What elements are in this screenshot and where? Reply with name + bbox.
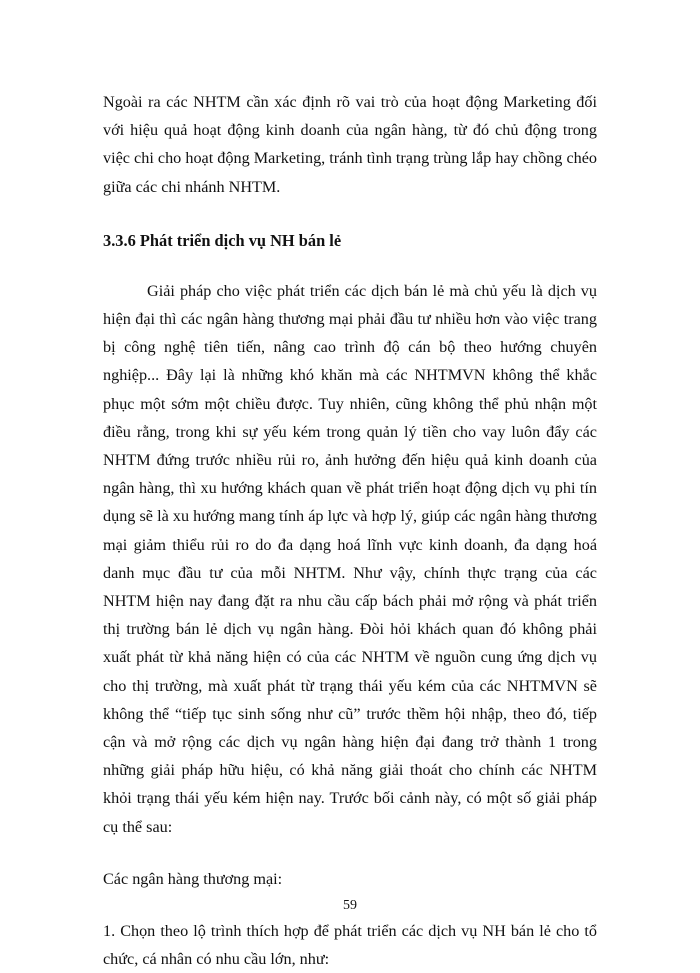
document-body	[103, 88, 597, 973]
paragraph-marketing-role: Ngoài ra các NHTM cần xác định rõ vai trò của hoạt động Marketing đối với hiệu quả hoạt động kinh doanh của ngân hàng, từ đó chủ động trong việc chi cho hoạt động Marketing, tránh tình trạng trùng lắp hay chồng chéo giữa các chi nhánh NHTM.	[103, 93, 597, 196]
paragraph-item-1: 1. Chọn theo lộ trình thích hợp để phát triển các dịch vụ NH bán lẻ cho tổ chức, cá nhân có nhu cầu lớn, như:	[103, 922, 597, 969]
paragraph-commercial-banks: Các ngân hàng thương mại:	[103, 869, 283, 888]
paragraph-retail-banking-solutions: Giải pháp cho việc phát triển các dịch bán lẻ mà chủ yếu là dịch vụ hiện đại thì các ngân hàng thương mại phải đầu tư nhiều hơn vào việc trang bị công nghệ tiên tiến, nâng cao trình độ cán bộ theo hướng chuyên nghiệp... Đây lại là những khó khăn mà các NHTMVN không thể khắc phục một sớm một chiều được. Tuy nhiên, cũng không thể phủ nhận một điều rằng, trong khi sự yếu kém trong quản lý tiền cho vay luôn đẩy các NHTM đứng trước nhiều rủi ro, ảnh hưởng đến hiệu quả kinh doanh của ngân hàng, thì xu hướng khách quan về phát triển hoạt động dịch vụ phi tín dụng sẽ là xu hướng mang tính áp lực và hợp lý, giúp các ngân hàng thương mại giảm thiểu rủi ro do đa dạng hoá lĩnh vực kinh doanh, đa dạng hoá danh mục đầu tư của mỗi NHTM. Như vậy, chính thực trạng của các NHTM hiện nay đang đặt ra nhu cầu cấp bách phải mở rộng và phát triển thị trường bán lẻ dịch vụ ngân hàng. Đòi hỏi khách quan đó không phải xuất phát từ khả năng hiện có của các NHTM về nguồn cung ứng dịch vụ cho thị trường, mà xuất phát từ trạng thái yếu kém của các NHTMVN sẽ không thể “tiếp tục sinh sống như cũ” trước thềm hội nhập, theo đó, tiếp cận và mở rộng các dịch vụ ngân hàng hiện đại đang trở thành 1 trong những giải pháp hữu hiệu, có khả năng giải thoát cho chính các NHTM khỏi trạng thái yếu kém hiện nay. Trước bối cảnh này, có một số giải pháp cụ thể sau:	[103, 281, 597, 836]
page-number: 59	[343, 898, 357, 913]
section-heading: 3.3.6 Phát triển dịch vụ NH bán lẻ	[103, 230, 342, 250]
